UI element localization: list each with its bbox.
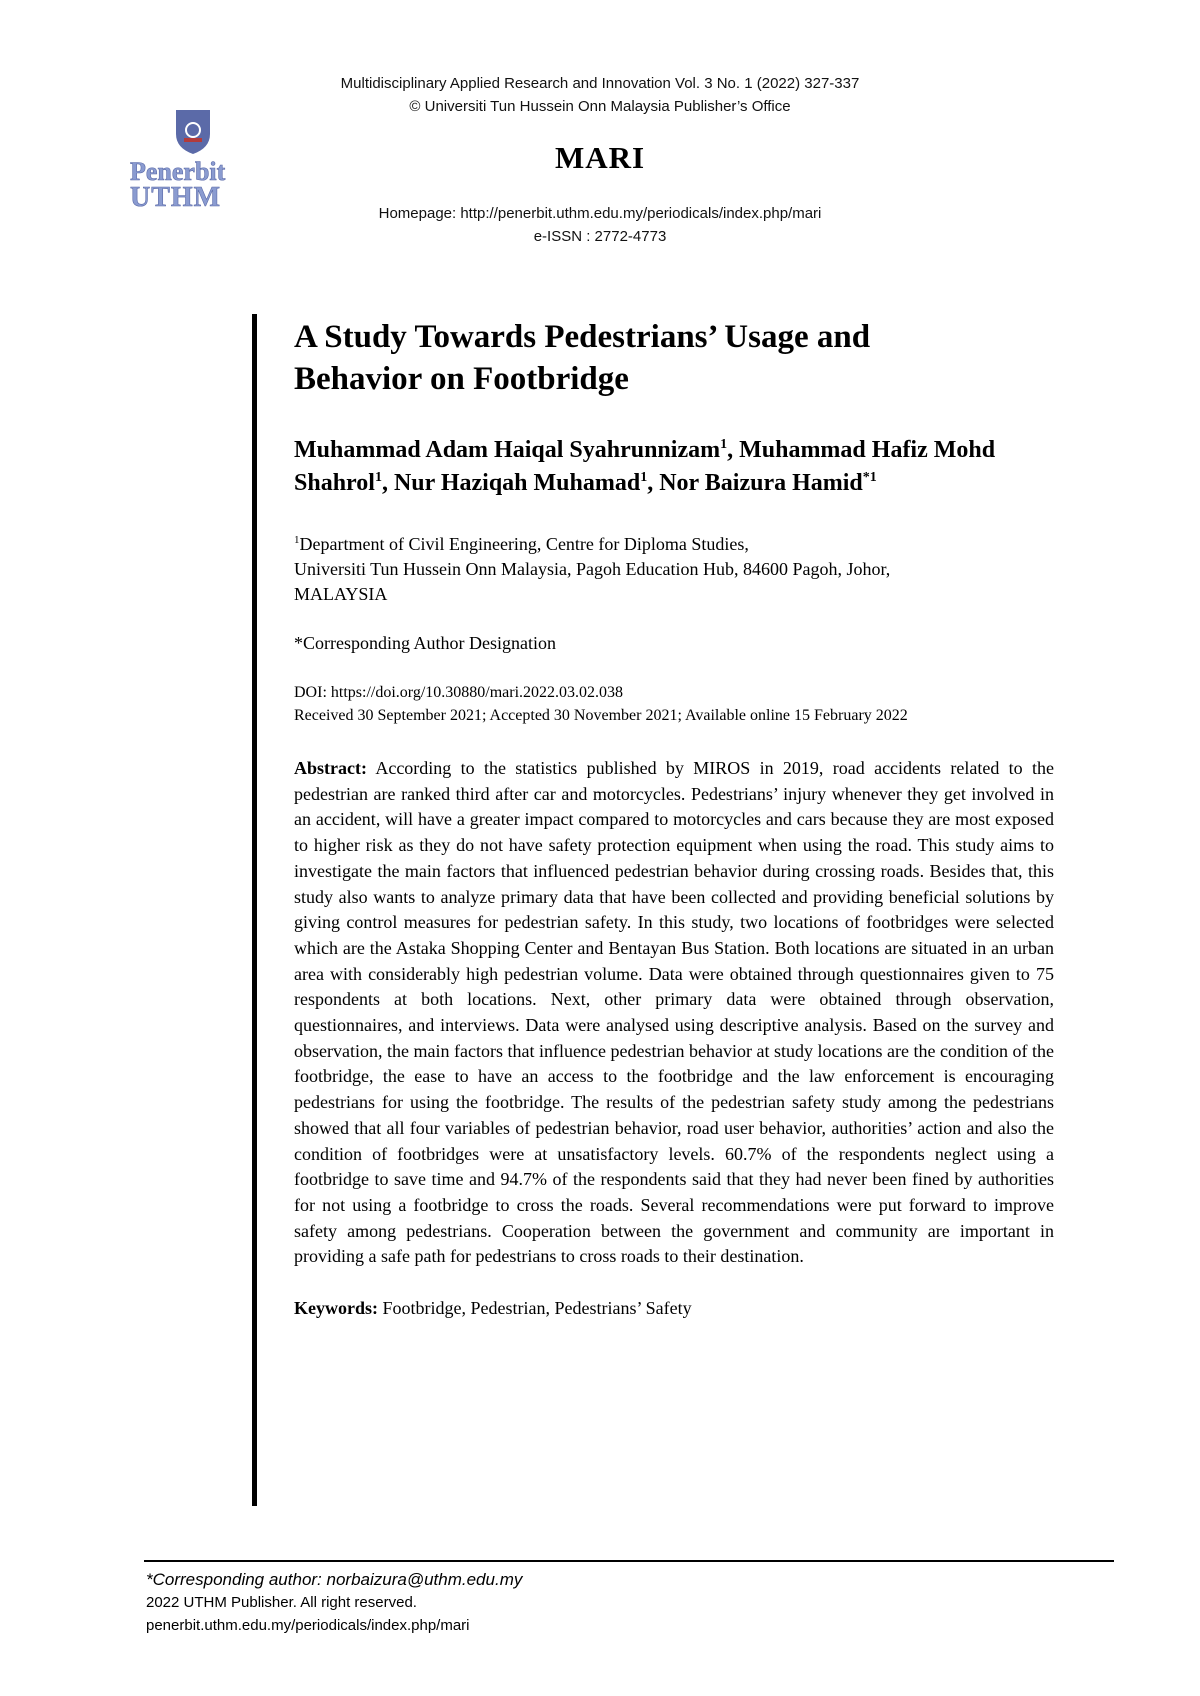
footer-url[interactable]: penerbit.uthm.edu.my/periodicals/index.php/mari [146, 1617, 470, 1634]
doi-link[interactable]: DOI: https://doi.org/10.30880/mari.2022.03.02.038 [294, 684, 624, 701]
journal-homepage-block [0, 202, 1200, 248]
author-name: Muhammad Adam Haiqal Syahrunnizam [294, 437, 721, 463]
affiliation-mark: 1 [294, 534, 300, 546]
keywords-label: Keywords: [294, 1298, 378, 1319]
affiliation [294, 528, 1054, 607]
abstract-label: Abstract: [294, 758, 367, 778]
affiliation-line1: Department of Civil Engineering, Centre for Diploma Studies, [299, 534, 749, 554]
homepage-link[interactable]: Homepage: http://penerbit.uthm.edu.my/periodicals/index.php/mari [378, 205, 822, 222]
copyright-line: 2022 UTHM Publisher. All right reserved. [146, 1594, 417, 1611]
author-name: Nor Baizura Hamid [659, 470, 863, 496]
author-separator: , [381, 470, 394, 496]
eissn: e-ISSN : 2772-4773 [533, 228, 667, 245]
article-front-matter [294, 316, 1054, 1321]
affiliation-line2: Universiti Tun Hussein Onn Malaysia, Pagoh Education Hub, 84600 Pagoh, Johor, [294, 559, 891, 579]
doi-and-dates [294, 681, 1054, 727]
author-name: Nur Haziqah Muhamad [393, 470, 641, 496]
journal-short-name: MARI [554, 140, 646, 175]
keywords-text: Footbridge, Pedestrian, Pedestrians’ Safety [382, 1298, 692, 1319]
affiliation-line3: MALAYSIA [294, 584, 388, 604]
author-name: Muhammad Hafiz Mohd Shahrol [294, 437, 996, 496]
corresponding-author-email[interactable]: *Corresponding author: norbaizura@uthm.edu.my [146, 1570, 523, 1589]
author-affiliation-mark: *1 [862, 470, 877, 485]
article-dates: Received 30 September 2021; Accepted 30 November 2021; Available online 15 February 2022 [294, 707, 908, 724]
journal-citation-line: Multidisciplinary Applied Research and Innovation Vol. 3 No. 1 (2022) 327-337 [340, 75, 860, 92]
publisher-line: © Universiti Tun Hussein Onn Malaysia Publisher’s Office [409, 98, 791, 115]
logo-text-line1: Penerbit [130, 157, 226, 186]
page-footer [146, 1568, 522, 1637]
left-vertical-rule [252, 314, 257, 1506]
author-affiliation-mark: 1 [640, 470, 648, 485]
article-title [294, 316, 1054, 400]
article-title-line2: Behavior on Footbridge [294, 361, 629, 397]
author-separator: , [727, 437, 740, 463]
corresponding-designation: *Corresponding Author Designation [294, 633, 556, 653]
author-list [294, 434, 1054, 500]
footer-rule [144, 1560, 1114, 1562]
abstract-text: According to the statistics published by MIROS in 2019, road accidents related to the pedestrian are ranked third after car and motorcycles. Pedestrians’ injury whenever they get involved in an accident, will have a greater impact compared to motorcycles and cars because they are most exposed to higher risk as they do not have safety protection equipment when using the road. This study aims to investigate the main factors that influenced pedestrian behavior during crossing roads. Besides that, this study also wants to analyze primary data that have been collected and providing beneficial solutions by giving control measures for pedestrian safety. In this study, two locations of footbridges were selected which are the Astaka Shopping Center and Bentayan Bus Station. Both locations are situated in an urban area with considerably high pedestrian volume. Data were obtained through questionnaires given to 75 respondents at both locations. Next, other primary data were obtained through observation, questionnaires, and interviews. Data were analysed using descriptive analysis. Based on the survey and observation, the main factors that influence pedestrian behavior at study locations are the condition of the footbridge, the ease to have an access to the footbridge and the law enforcement is encouraging pedestrians for using the footbridge. The results of the pedestrian safety study among the pedestrians showed that all four variables of pedestrian behavior, road user behavior, authorities’ action and also the condition of footbridges were at unsatisfactory levels. 60.7% of the respondents neglect using a footbridge to save time and 94.7% of the respondents said that they had never been fined by authorities for not using a footbridge to cross the roads. Several recommendations were put forward to improve safety among pedestrians. Cooperation between the government and community are important in providing a safe path for pedestrians to cross roads to their destination. [294, 758, 1054, 1267]
keywords [294, 1296, 1054, 1321]
article-title-line1: A Study Towards Pedestrians’ Usage and [294, 319, 871, 355]
author-affiliation-mark: 1 [374, 470, 382, 485]
logo-text-line2: UTHM [130, 182, 222, 210]
author-affiliation-mark: 1 [720, 437, 728, 452]
abstract [294, 756, 1054, 1270]
author-separator: , [647, 470, 660, 496]
